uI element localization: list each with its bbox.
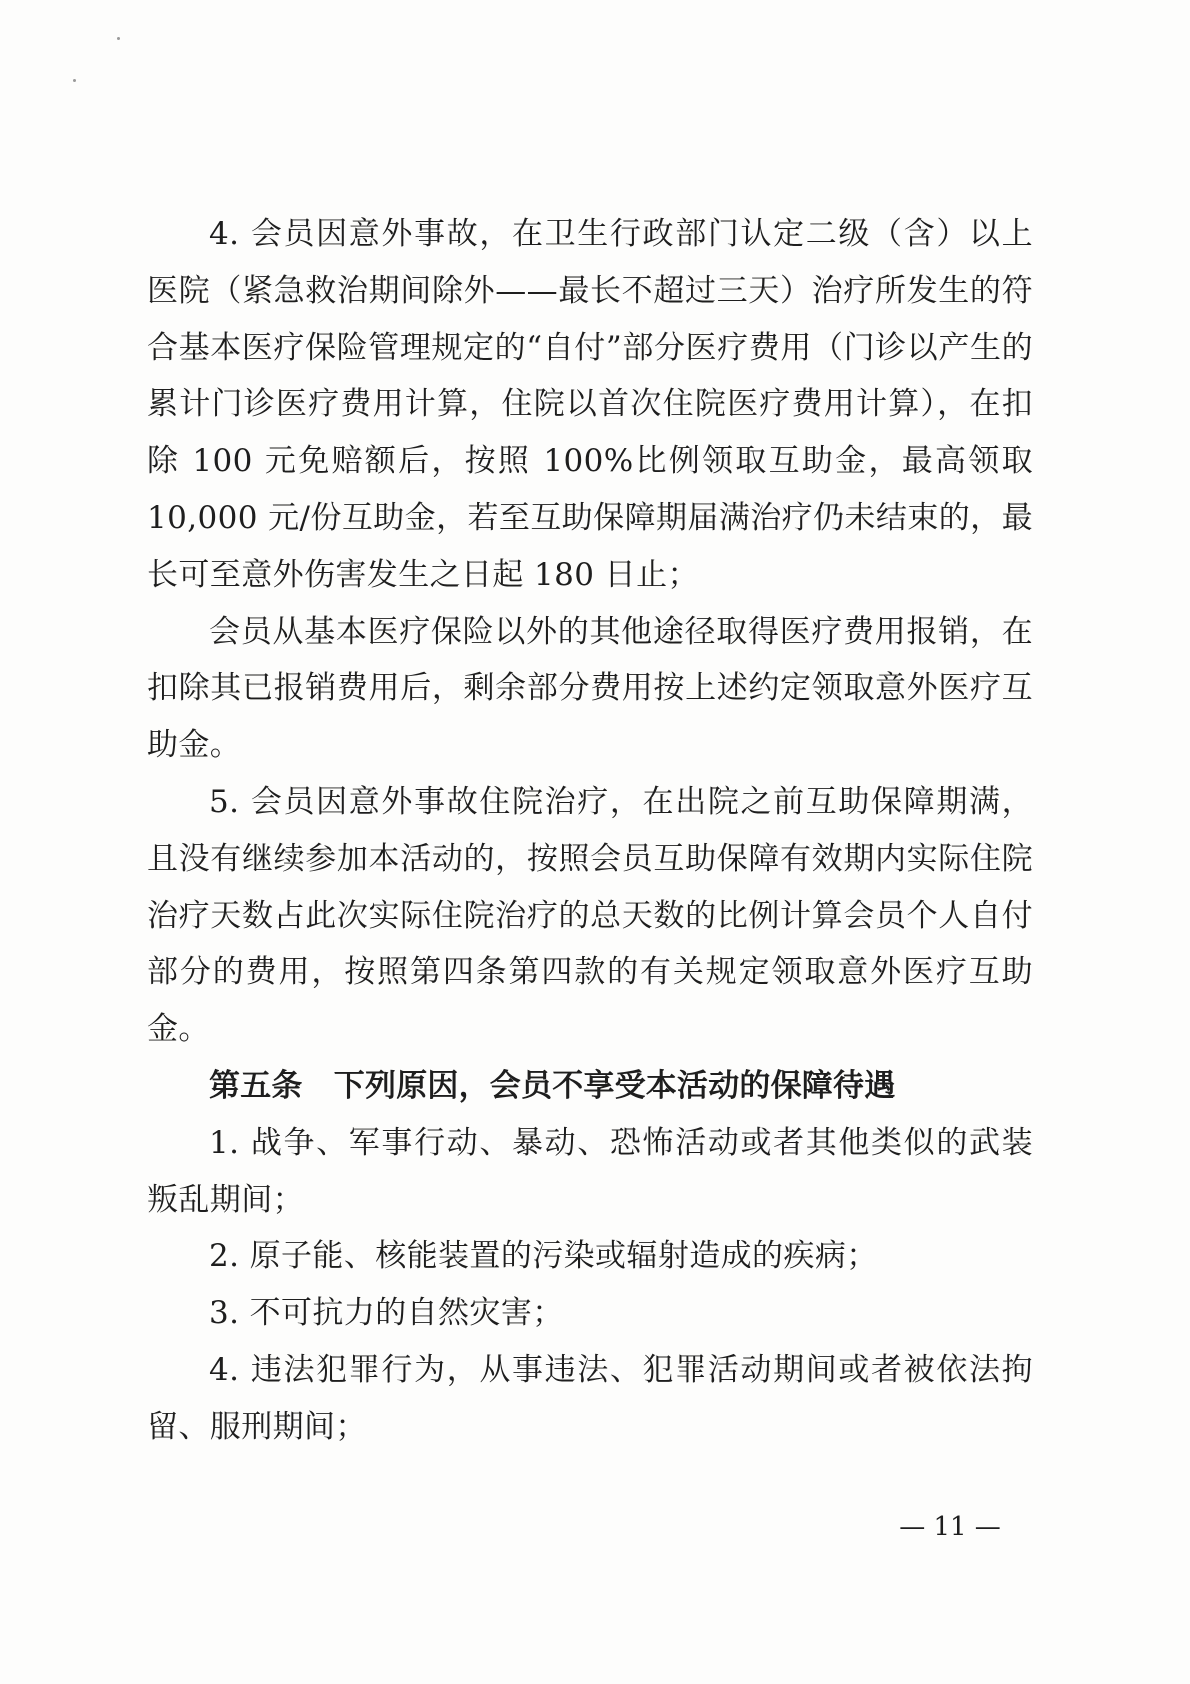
exclusion-item-3: 3. 不可抗力的自然灾害； bbox=[209, 1295, 564, 1332]
exclusion-item-1: 1. 战争、军事行动、暴动、恐怖活动或者其他类似的武装叛乱期间； bbox=[147, 1124, 1033, 1218]
scan-speck bbox=[73, 79, 76, 82]
exclusion-item-2: 2. 原子能、核能装置的污染或辐射造成的疾病； bbox=[209, 1238, 878, 1275]
paragraph-other-reimbursement: 会员从基本医疗保险以外的其他途径取得医疗费用报销，在扣除其已报销费用后，剩余部分费用按上述约定领取意外医疗互助金。 bbox=[147, 613, 1033, 764]
exclusion-item-4: 4. 违法犯罪行为，从事违法、犯罪活动期间或者被依法拘留、服刑期间； bbox=[147, 1351, 1033, 1445]
document-body bbox=[147, 206, 1033, 1456]
paragraph-item-5: 5. 会员因意外事故住院治疗，在出院之前互助保障期满，且没有继续参加本活动的，按照会员互助保障有效期内实际住院治疗天数占此次实际住院治疗的总天数的比例计算会员个人自付部分的费用，按照第四条第四款的有关规定领取意外医疗互助金。 bbox=[147, 783, 1033, 1048]
article-5-heading: 第五条 下列原因，会员不享受本活动的保障待遇 bbox=[209, 1067, 896, 1104]
scan-speck bbox=[117, 37, 120, 40]
page-number: — 11 — bbox=[899, 1512, 1001, 1542]
paragraph-item-4: 4. 会员因意外事故，在卫生行政部门认定二级（含）以上医院（紧急救治期间除外——最长不超过三天）治疗所发生的符合基本医疗保险管理规定的“自付”部分医疗费用（门诊以产生的累计门诊医疗费用计算，住院以首次住院医疗费用计算），在扣除 100 元免赔额后，按照 100%比例领取互助金，最高领取 10,000 元/份互助金，若至互助保障期届满治疗仍未结束的，最长可至意外伤害发生之日起 180 日止； bbox=[147, 216, 1033, 593]
